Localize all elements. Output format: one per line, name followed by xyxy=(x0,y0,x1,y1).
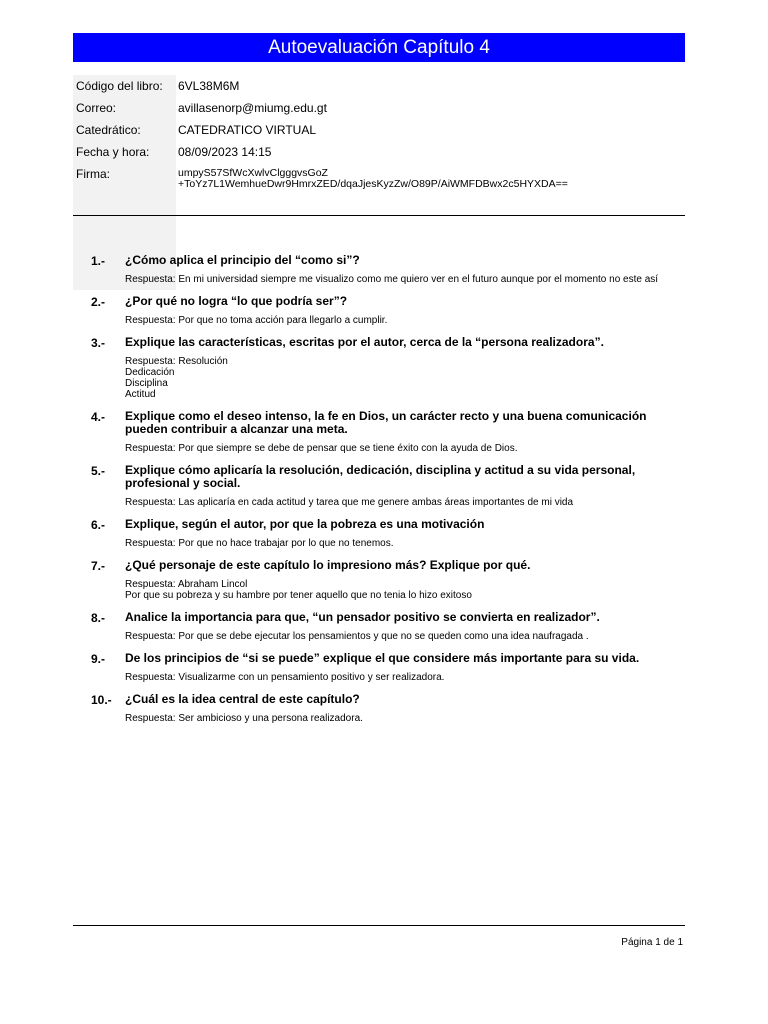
question-answer: Respuesta: Abraham Lincol Por que su pobreza y su hambre por tener aquello que no tenia lo hizo exitoso xyxy=(125,579,472,601)
info-value: avillasenorp@miumg.edu.gt xyxy=(178,101,327,115)
question-number: 4.- xyxy=(91,410,106,424)
question-answer: Respuesta: Por que siempre se debe de pensar que se tiene éxito con la ayuda de Dios. xyxy=(125,443,518,454)
question-text: ¿Cómo aplica el principio del “como si”? xyxy=(125,253,360,267)
question-answer: Respuesta: Visualizarme con un pensamiento positivo y ser realizadora. xyxy=(125,672,445,683)
question-answer: Respuesta: En mi universidad siempre me visualizo como me quiero ver en el futuro aunque por el momento no este así xyxy=(125,274,659,285)
footer-divider xyxy=(73,925,685,926)
question-item xyxy=(73,462,685,508)
info-row-email xyxy=(73,97,685,119)
question-number: 5.- xyxy=(91,464,106,478)
signature-value: umpyS57SfWcXwlvClgggvsGoZ +ToYz7L1WemhueDwr9HmrxZED/dqaJjesKyzZw/O89P/AiWMFDBwx2c5HYXDA== xyxy=(178,167,568,190)
question-number: 10.- xyxy=(91,693,112,707)
question-answer: Respuesta: Por que no hace trabajar por lo que no tenemos. xyxy=(125,538,394,549)
info-label: Firma: xyxy=(73,163,176,290)
info-value: CATEDRATICO VIRTUAL xyxy=(178,123,317,137)
question-item xyxy=(73,557,685,601)
question-answer: Respuesta: Por que se debe ejecutar los pensamientos y que no se queden como una idea naufragada . xyxy=(125,631,589,642)
question-text: ¿Cuál es la idea central de este capítulo? xyxy=(125,692,360,706)
info-row-datetime xyxy=(73,141,685,163)
question-number: 7.- xyxy=(91,559,106,573)
question-text: ¿Por qué no logra “lo que podría ser”? xyxy=(125,294,348,308)
question-number: 1.- xyxy=(91,254,106,268)
header-divider xyxy=(73,215,685,216)
info-value: 6VL38M6M xyxy=(178,79,240,93)
info-label: Código del libro: xyxy=(73,75,176,97)
info-label: Fecha y hora: xyxy=(73,141,176,163)
info-value: 08/09/2023 14:15 xyxy=(178,145,272,159)
info-label: Catedrático: xyxy=(73,119,176,141)
question-number: 6.- xyxy=(91,518,106,532)
question-number: 9.- xyxy=(91,652,106,666)
question-answer: Respuesta: Las aplicaría en cada actitud y tarea que me genere ambas áreas importantes de mi vida xyxy=(125,497,574,508)
question-number: 2.- xyxy=(91,295,106,309)
question-answer: Respuesta: Por que no toma acción para llegarlo a cumplir. xyxy=(125,315,388,326)
question-number: 3.- xyxy=(91,336,106,350)
page-number: Página 1 de 1 xyxy=(621,937,683,948)
question-item xyxy=(73,408,685,454)
question-item xyxy=(73,293,685,326)
question-item xyxy=(73,334,685,400)
question-text: Analice la importancia para que, “un pensador positivo se convierta en realizador”. xyxy=(125,610,600,624)
question-text: De los principios de “si se puede” explique el que considere más importante para su vida. xyxy=(125,651,640,665)
question-text: ¿Qué personaje de este capítulo lo impresiono más? Explique por qué. xyxy=(125,558,531,572)
info-row-book-code xyxy=(73,75,685,97)
question-list xyxy=(73,252,685,732)
question-item xyxy=(73,691,685,724)
page-title: Autoevaluación Capítulo 4 xyxy=(73,33,685,62)
question-item xyxy=(73,516,685,549)
question-item xyxy=(73,252,685,285)
question-number: 8.- xyxy=(91,611,106,625)
question-text: Explique, según el autor, por que la pobreza es una motivación xyxy=(125,517,485,531)
question-text: Explique cómo aplicaría la resolución, dedicación, disciplina y actitud a su vida personal, profesional y social. xyxy=(125,463,636,490)
question-answer: Respuesta: Resolución Dedicación Disciplina Actitud xyxy=(125,356,228,400)
info-label: Correo: xyxy=(73,97,176,119)
question-answer: Respuesta: Ser ambicioso y una persona realizadora. xyxy=(125,713,363,724)
question-text: Explique las características, escritas por el autor, cerca de la “persona realizadora”. xyxy=(125,335,604,349)
question-item xyxy=(73,609,685,642)
info-row-teacher xyxy=(73,119,685,141)
question-text: Explique como el deseo intenso, la fe en Dios, un carácter recto y una buena comunicación pueden contribuir a alcanzar una meta. xyxy=(125,409,647,436)
question-item xyxy=(73,650,685,683)
